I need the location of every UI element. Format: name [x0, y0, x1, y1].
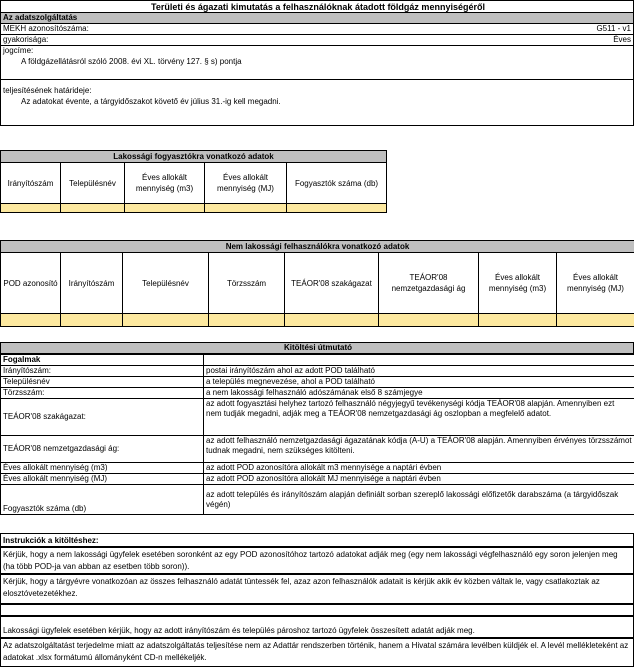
nemlak-col-iranyitoszam: Irányítószám — [61, 253, 123, 314]
def-term: Fogyasztók száma (db) — [1, 485, 204, 515]
lak-col-m3: Éves allokált mennyiség (m3) — [125, 163, 205, 204]
kitolt-header — [0, 342, 634, 354]
nemlak-input-cell[interactable] — [61, 314, 123, 327]
lak-table — [0, 150, 387, 213]
nemlak-title: Nem lakossági felhasználókra vonatkozó adatok — [1, 241, 634, 253]
hat-row — [0, 80, 634, 126]
def-desc: az adott település és irányítószám alapján definiált sorban szereplő lakossági előfizetők darabszáma (a tárgyidőszak végén) — [204, 485, 634, 515]
def-desc: az adott felhasználó nemzetgazdasági ágazatának kódja (A-U) a TEÁOR'08 alapján. Amennyiben érvényes törzsszámot tudnak megadni, nem szükséges kitölteni. — [204, 436, 634, 463]
lak-input-cell[interactable] — [205, 204, 287, 213]
jog-value: A földgázellátásról szóló 2008. évi XL. törvény 127. § s) pontja — [21, 57, 242, 66]
def-desc: az adott POD azonosítóra allokált m3 mennyisége a naptári évben — [204, 463, 634, 474]
def-term: TEÁOR'08 nemzetgazdasági ág: — [1, 436, 204, 463]
fogalmak-label: Fogalmak — [1, 355, 204, 366]
def-term: Éves allokált mennyiség (m3) — [1, 463, 204, 474]
def-term: Településnév — [1, 377, 204, 388]
def-term: TEÁOR'08 szakágazat: — [1, 399, 204, 436]
hat-value: Az adatokat évente, a tárgyidőszakot követő év július 31.-ig kell megadni. — [21, 97, 281, 106]
def-term: Törzsszám: — [1, 388, 204, 399]
lak-input-cell[interactable] — [61, 204, 125, 213]
def-desc: az adott POD azonosítóra allokált MJ mennyisége a naptári évben — [204, 474, 634, 485]
nemlak-col-torzsszam: Törzsszám — [209, 253, 285, 314]
mekh-value: G511 - v1 — [596, 24, 631, 33]
def-term: Éves allokált mennyiség (MJ) — [1, 474, 204, 485]
def-desc: a település megnevezése, ahol a POD található — [204, 377, 634, 388]
nemlak-input-cell[interactable] — [285, 314, 379, 327]
adat-header — [0, 13, 634, 24]
def-desc: postai irányítószám ahol az adott POD található — [204, 366, 634, 377]
gyak-label: gyakorisága: — [3, 35, 49, 44]
fogalmak-empty — [204, 355, 634, 366]
nemlak-col-nemzetgazdasagi-ag: TEÁOR'08 nemzetgazdasági ág — [379, 253, 479, 314]
nemlak-input-cell[interactable] — [379, 314, 479, 327]
page-title: Területi és ágazati kimutatás a felhasználóknak átadott földgáz mennyiségéről — [151, 2, 485, 12]
adat-header-label: Az adatszolgáltatás — [3, 13, 78, 22]
mekh-row — [0, 24, 634, 35]
gyak-row — [0, 35, 634, 46]
nemlak-input-cell[interactable] — [123, 314, 209, 327]
lak-input-cell[interactable] — [287, 204, 387, 213]
def-term: Irányítószám: — [1, 366, 204, 377]
nemlak-col-m3: Éves allokált mennyiség (m3) — [479, 253, 557, 314]
instr-item: Az adatszolgáltatást terjedelme miatt az adatszolgáltatás teljesítése nem az Adattár rendszerben történik, hanem a Hivatal számára levélben küldjék el. A levél mellékleteként az adatokat .xlsx formátumú állományként CD-n mellékeljék. — [0, 638, 634, 667]
jog-label: jogcíme: — [3, 46, 34, 55]
jog-row — [0, 46, 634, 80]
nemlak-col-telepulesnev: Településnév — [123, 253, 209, 314]
nemlak-input-cell[interactable] — [209, 314, 285, 327]
hat-label: teljesítésének határideje: — [3, 86, 92, 95]
instr-item: Lakossági ügyfelek esetében kérjük, hogy az adott irányítószám és település pároshoz tartozó ügyfelek összesített adatát adják meg. — [0, 616, 634, 638]
nemlak-table — [0, 240, 634, 327]
def-desc: a nem lakossági felhasználó adószámának első 8 számjegye — [204, 388, 634, 399]
lak-input-cell[interactable] — [1, 204, 61, 213]
gyak-value: Éves — [613, 35, 631, 44]
nemlak-col-pod: POD azonosító — [1, 253, 61, 314]
lak-col-telepulesnev: Településnév — [61, 163, 125, 204]
instr-item: Kérjük, hogy a nem lakossági ügyfelek esetében soronként az egy POD azonosítóhoz tartozó adatokat adják meg (egy nem lakossági végfelhasználó egy soron jelenjen meg (ha több POD-ja van abban az esetben több soron)). — [0, 547, 634, 574]
nemlak-col-szakagazat: TEÁOR'08 szakágazat — [285, 253, 379, 314]
title-bar — [0, 0, 634, 13]
lak-input-cell[interactable] — [125, 204, 205, 213]
lak-col-fogyasztok: Fogyasztók száma (db) — [287, 163, 387, 204]
lak-title: Lakossági fogyasztókra vonatkozó adatok — [1, 151, 387, 163]
instr-spacer — [0, 604, 634, 616]
mekh-label: MEKH azonosítószáma: — [3, 24, 89, 33]
nemlak-input-cell[interactable] — [479, 314, 557, 327]
kitolt-title: Kitöltési útmutató — [284, 343, 352, 352]
instr-item: Kérjük, hogy a tárgyévre vonatkozóan az összes felhasználó adatát tüntessék fel, azaz azon felhasználók adatait is kérjük akik év közben váltak le, vagy csatlakoztak az elosztóvetezetékhez. — [0, 574, 634, 604]
nemlak-input-cell[interactable] — [1, 314, 61, 327]
instr-header: Instrukciók a kitöltéshez: — [0, 533, 634, 547]
lak-col-iranyitoszam: Irányítószám — [1, 163, 61, 204]
def-desc: az adott fogyasztási helyhez tartozó felhasználó négyjegyű tevékenységi kódja TEÁOR'08 alapján. Amennyiben ezt nem tudják megadni, adják meg a TEÁOR'08 nemzetgazdasági ág oszlopban a megfelelő adatot. — [204, 399, 634, 436]
nemlak-input-cell[interactable] — [557, 314, 634, 327]
defs-table — [0, 354, 634, 515]
nemlak-col-mj: Éves allokált mennyiség (MJ) — [557, 253, 634, 314]
lak-col-mj: Éves allokált mennyiség (MJ) — [205, 163, 287, 204]
